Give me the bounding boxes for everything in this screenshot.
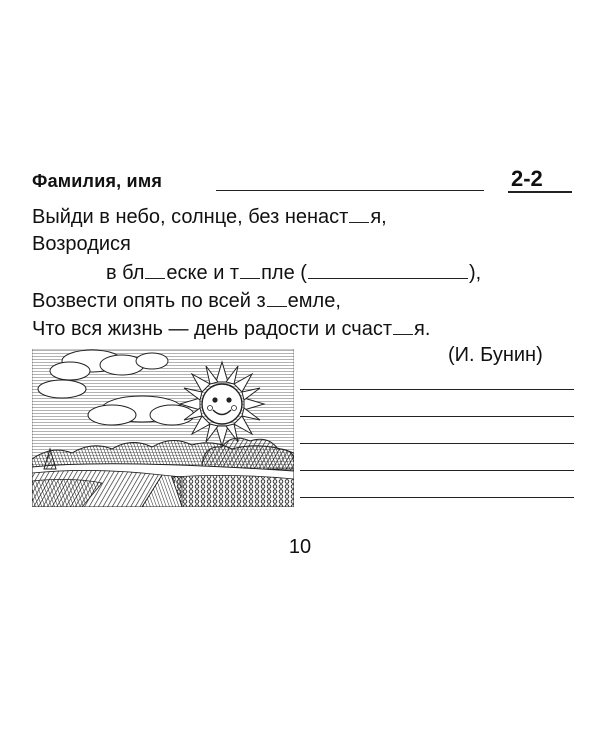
answer-line[interactable]	[300, 443, 574, 444]
answer-line[interactable]	[300, 470, 574, 471]
letter-gap[interactable]	[267, 290, 287, 307]
letter-gap[interactable]	[240, 262, 260, 279]
word-gap[interactable]	[308, 262, 468, 279]
poem-line-2	[32, 232, 131, 256]
poem-text: Выйди в небо, солнце, без ненаст	[32, 206, 349, 228]
poem-line-4	[32, 289, 341, 313]
poem-text: ),	[468, 262, 482, 284]
name-field-line[interactable]	[216, 190, 484, 191]
poem-text: Возродися	[32, 233, 131, 255]
poem-text: еске и т	[166, 262, 240, 284]
poem-text: емле,	[287, 290, 341, 312]
poem-text: я.	[413, 318, 431, 340]
name-label: Фамилия, имя	[32, 171, 163, 191]
poem-text: пле (	[261, 262, 307, 284]
poem-author: (И. Бунин)	[448, 344, 543, 366]
exercise-code-underline	[508, 191, 572, 193]
letter-gap[interactable]	[145, 262, 165, 279]
poem-text: Возвести опять по всей з	[32, 290, 266, 312]
poem-line-1	[32, 205, 387, 229]
answer-line[interactable]	[300, 416, 574, 417]
poem-line-3	[106, 261, 481, 285]
exercise-code: 2-2	[511, 166, 543, 191]
answer-line[interactable]	[300, 389, 574, 390]
poem-text: я,	[370, 206, 387, 228]
poem-line-5	[32, 317, 430, 341]
page-number: 10	[288, 536, 312, 558]
letter-gap[interactable]	[393, 318, 413, 335]
letter-gap[interactable]	[349, 206, 369, 223]
poem-text: в бл	[106, 262, 145, 284]
sun-landscape-illustration-icon	[32, 349, 294, 507]
poem-text: Что вся жизнь — день радости и счаст	[32, 318, 392, 340]
answer-line[interactable]	[300, 497, 574, 498]
